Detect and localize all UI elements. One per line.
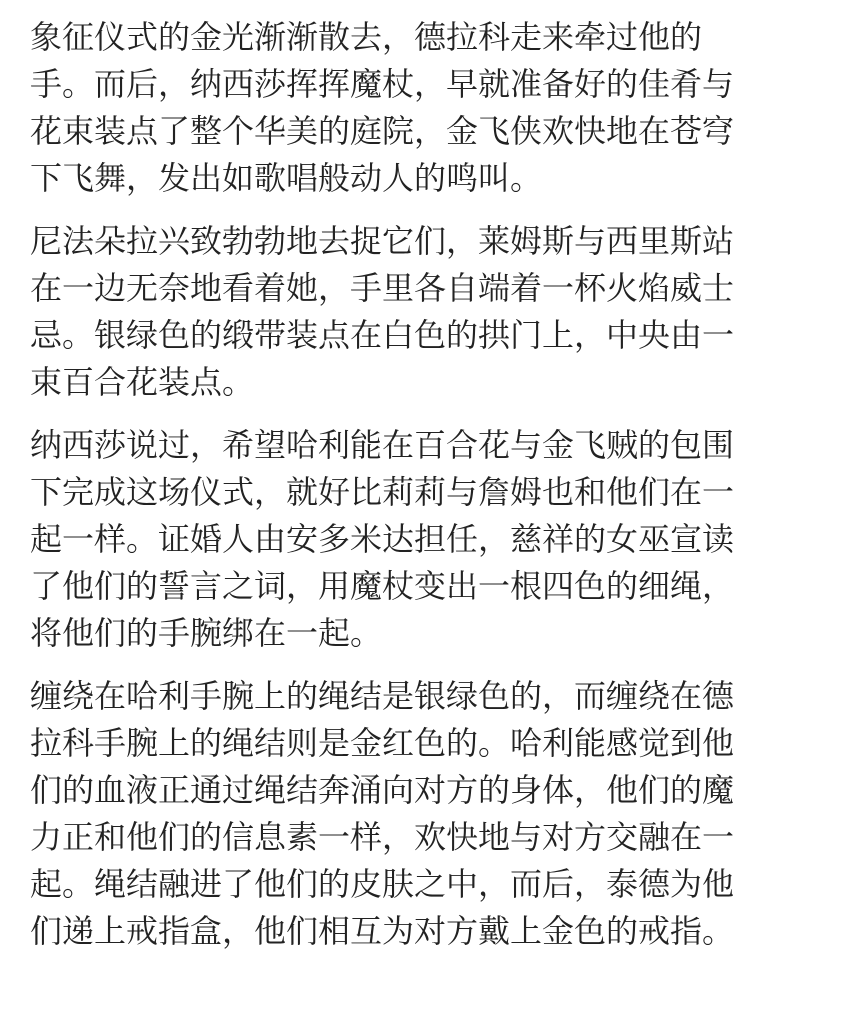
text-line: 纳西莎说过，希望哈利能在百合花与金飞贼的包围	[30, 426, 735, 464]
text-line: 象征仪式的金光渐渐散去，德拉科走来牵过他的	[30, 18, 703, 56]
paragraph-1	[30, 14, 820, 202]
text-line: 将他们的手腕绑在一起。	[30, 614, 383, 652]
text-line: 尼法朵拉兴致勃勃地去捉它们，莱姆斯与西里斯站	[30, 222, 735, 260]
text-line: 了他们的誓言之词，用魔杖变出一根四色的细绳，	[30, 567, 735, 605]
text-line: 下完成这场仪式，就好比莉莉与詹姆也和他们在一	[30, 473, 735, 511]
text-line: 力正和他们的信息素一样，欢快地与对方交融在一	[30, 818, 735, 856]
text-line: 们递上戒指盒，他们相互为对方戴上金色的戒指。	[30, 912, 735, 950]
text-line: 起一样。证婚人由安多米达担任，慈祥的女巫宣读	[30, 520, 735, 558]
paragraph-4	[30, 673, 820, 955]
document-body	[30, 14, 820, 971]
text-line: 手。而后，纳西莎挥挥魔杖，早就准备好的佳肴与	[30, 65, 735, 103]
text-line: 缠绕在哈利手腕上的绳结是银绿色的，而缠绕在德	[30, 677, 735, 715]
text-line: 花束装点了整个华美的庭院，金飞侠欢快地在苍穹	[30, 112, 735, 150]
text-line: 起。绳结融进了他们的皮肤之中，而后，泰德为他	[30, 865, 735, 903]
text-line: 忌。银绿色的缎带装点在白色的拱门上，中央由一	[30, 316, 735, 354]
text-line: 下飞舞，发出如歌唱般动人的鸣叫。	[30, 159, 543, 197]
paragraph-2	[30, 218, 820, 406]
text-line: 拉科手腕上的绳结则是金红色的。哈利能感觉到他	[30, 724, 735, 762]
text-line: 们的血液正通过绳结奔涌向对方的身体，他们的魔	[30, 771, 735, 809]
text-line: 在一边无奈地看着她，手里各自端着一杯火焰威士	[30, 269, 735, 307]
text-line: 束百合花装点。	[30, 363, 255, 401]
paragraph-3	[30, 422, 820, 657]
